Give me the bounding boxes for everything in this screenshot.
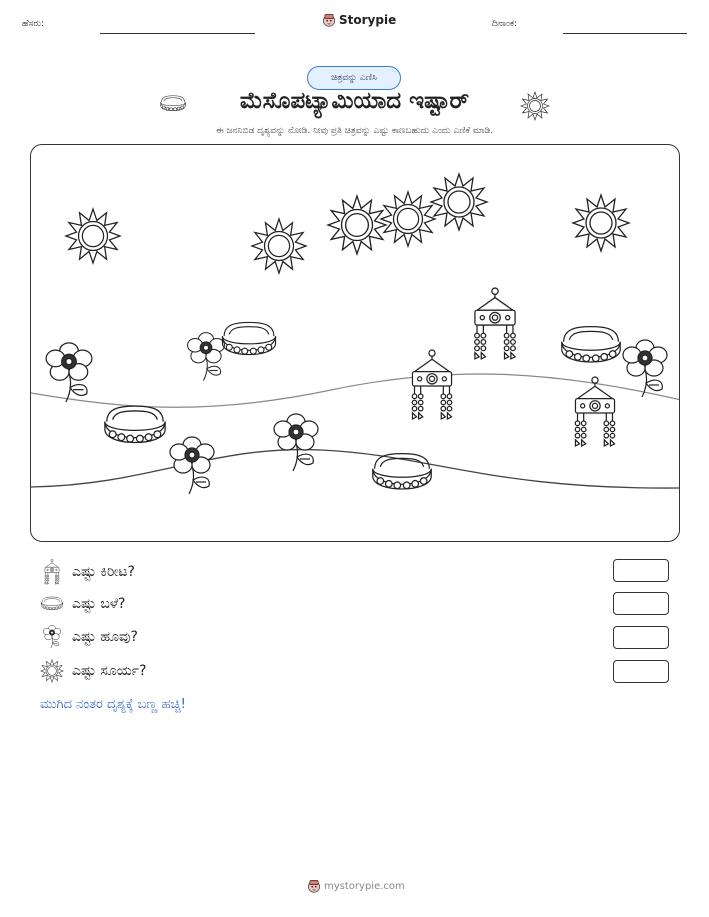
bracelet-icon: [558, 323, 624, 369]
question-text: ಎಷ್ಟು ಕಿರೀಟ?: [72, 564, 135, 580]
flower-icon: [167, 433, 217, 499]
bracelet-icon: [219, 320, 279, 360]
footer-url: mystorypie.com: [324, 880, 405, 892]
sun-icon: [429, 172, 489, 232]
crown-icon: [467, 287, 523, 361]
flower-icon: [40, 625, 64, 649]
name-label: ಹೆಸರು:: [22, 19, 45, 29]
question-row: [40, 591, 126, 617]
brand-logo: [322, 13, 396, 27]
question-text: ಎಷ್ಟು ಸೂರ್ಯ?: [72, 663, 147, 679]
activity-badge: ಚಿತ್ರವನ್ನು ಎಣಿಸಿ: [307, 66, 401, 90]
sun-icon: [571, 193, 631, 253]
date-label: ದಿನಾಂಕ:: [492, 19, 518, 29]
counting-scene: [30, 144, 680, 542]
storypie-logo-icon: [322, 13, 336, 27]
answer-box[interactable]: [613, 626, 669, 649]
sun-icon: [520, 91, 550, 121]
answer-box[interactable]: [613, 660, 669, 683]
bracelet-icon: [40, 592, 64, 616]
name-field[interactable]: [100, 33, 255, 34]
question-row: [40, 658, 146, 684]
date-field[interactable]: [563, 33, 687, 34]
storypie-logo-icon: [307, 879, 321, 893]
question-text: ಎಷ್ಟು ಹೂವು?: [72, 629, 138, 645]
footer: [307, 879, 405, 893]
sun-icon: [250, 217, 308, 275]
bracelet-icon: [101, 403, 169, 449]
flower-icon: [43, 338, 95, 408]
flower-icon: [620, 333, 670, 405]
sun-icon: [64, 207, 122, 265]
crown-icon: [568, 376, 622, 448]
question-row: [40, 559, 135, 585]
instructions: ಈ ಜನನಿಬಿಡ ದೃಶ್ಯವನ್ನು ನೋಡಿ. ನೀವು ಪ್ರತಿ ಚಿತ್ರವನ್ನು ಎಷ್ಟು ಕಾಣಬಹುದು ಎಂದು ಎಣಿಕೆ ಮಾಡಿ.: [215, 126, 494, 136]
flower-icon: [271, 410, 321, 476]
answer-box[interactable]: [613, 592, 669, 615]
question-text: ಎಷ್ಟು ಬಳೆ?: [72, 596, 126, 612]
crown-icon: [40, 560, 64, 584]
question-row: [40, 624, 138, 650]
page-title: ಮೆಸೊಪಟ್ಯಾಮಿಯಾದ ಇಷ್ಟಾರ್: [239, 88, 470, 114]
answer-box[interactable]: [613, 559, 669, 582]
coloring-note: ಮುಗಿದ ನಂತರ ದೃಶ್ಯಕ್ಕೆ ಬಣ್ಣ ಹಚ್ಚಿ!: [40, 697, 186, 712]
sun-icon: [40, 659, 64, 683]
crown-icon: [405, 349, 459, 421]
brand-name: Storypie: [339, 13, 397, 27]
bracelet-icon: [369, 450, 435, 496]
